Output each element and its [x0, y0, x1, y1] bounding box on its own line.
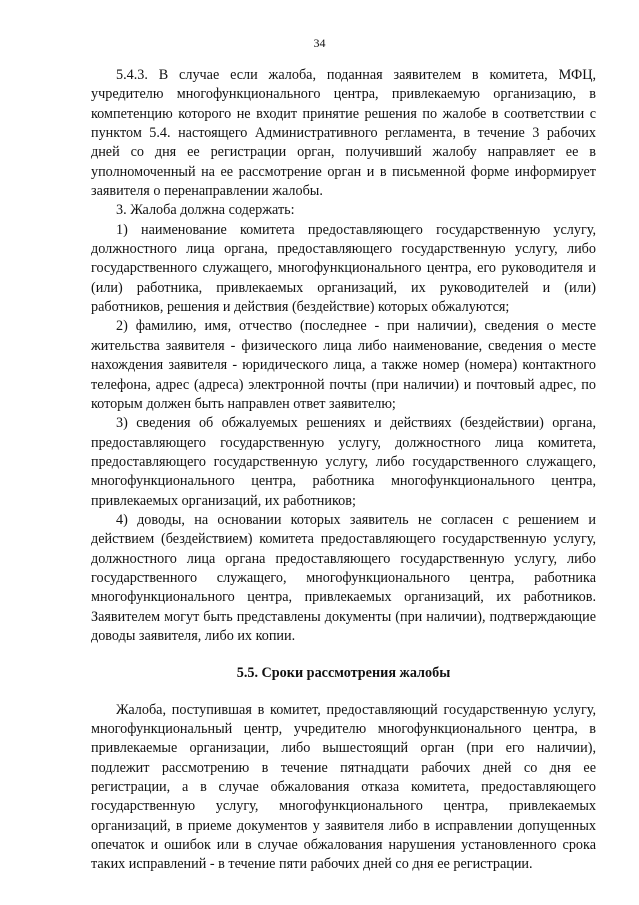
- document-body: [91, 66, 596, 875]
- paragraph-5-5: Жалоба, поступившая в комитет, предоставляющий государственную услугу, многофункциональный центр, учредителю многофункционального центра, в привлекаемые организации, либо вышестоящий орган (при его наличии), подлежит рассмотрению в течение пятнадцати рабочих дней со дня ее регистрации, а в случае обжалования отказа комитета, предоставляющего государственную услугу, многофункционального центра, привлекаемых организаций, в приеме документов у заявителя либо в исправлении допущенных опечаток и ошибок или в случае обжалования нарушения установленного срока таких исправлений - в течение пяти рабочих дней со дня ее регистрации.: [91, 701, 596, 873]
- list-item-4: 4) доводы, на основании которых заявитель не согласен с решением и действием (бездействием) комитета предоставляющего государственную услугу, должностного лица органа предоставляющего государственную услугу, либо государственного служащего, многофункционального центра, работника многофункционального центра, привлекаемых организаций, их работников. Заявителем могут быть представлены документы (при наличии), подтверждающие доводы заявителя, либо их копии.: [91, 511, 596, 644]
- section-heading-5-5: 5.5. Сроки рассмотрения жалобы: [236, 665, 451, 682]
- page-number: 34: [313, 36, 326, 50]
- paragraph-5-4-3: 5.4.3. В случае если жалоба, поданная заявителем в комитета, МФЦ, учредителю многофункционального центра, привлекаемую организацию, в компетенцию которого не входит принятие решения по жалобе в соответствии с пунктом 5.4. настоящего Административного регламента, в течение 3 рабочих дней со дня ее регистрации орган, получивший жалобу направляет ее в уполномоченный на ее рассмотрение орган и в письменной форме информирует заявителя о перенаправлении жалобы.: [91, 67, 596, 200]
- list-item-3: 3) сведения об обжалуемых решениях и действиях (бездействии) органа, предоставляющего государственную услугу, должностного лица комитета, предоставляющего государственную услугу, либо государственного служащего, многофункционального центра, работника многофункционального центра, привлекаемых организаций, их работников;: [91, 415, 596, 509]
- list-item-2: 2) фамилию, имя, отчество (последнее - при наличии), сведения о месте жительства заявителя - физического лица либо наименование, сведения о месте нахождения заявителя - юридического лица, а также номер (номера) контактного телефона, адрес (адреса) электронной почты (при наличии) и почтовый адрес, по которым должен быть направлен ответ заявителю;: [91, 318, 596, 412]
- paragraph-complaint-contents-intro: 3. Жалоба должна содержать:: [116, 202, 295, 219]
- list-item-1: 1) наименование комитета предоставляющего государственную услугу, должностного лица органа, предоставляющего государственную услугу, либо государственного служащего, многофункционального центра, его руководителя и (или) работника, привлекаемых организаций, их руководителей и (или) работников, решения и действия (бездействие) которых обжалуются;: [91, 221, 596, 316]
